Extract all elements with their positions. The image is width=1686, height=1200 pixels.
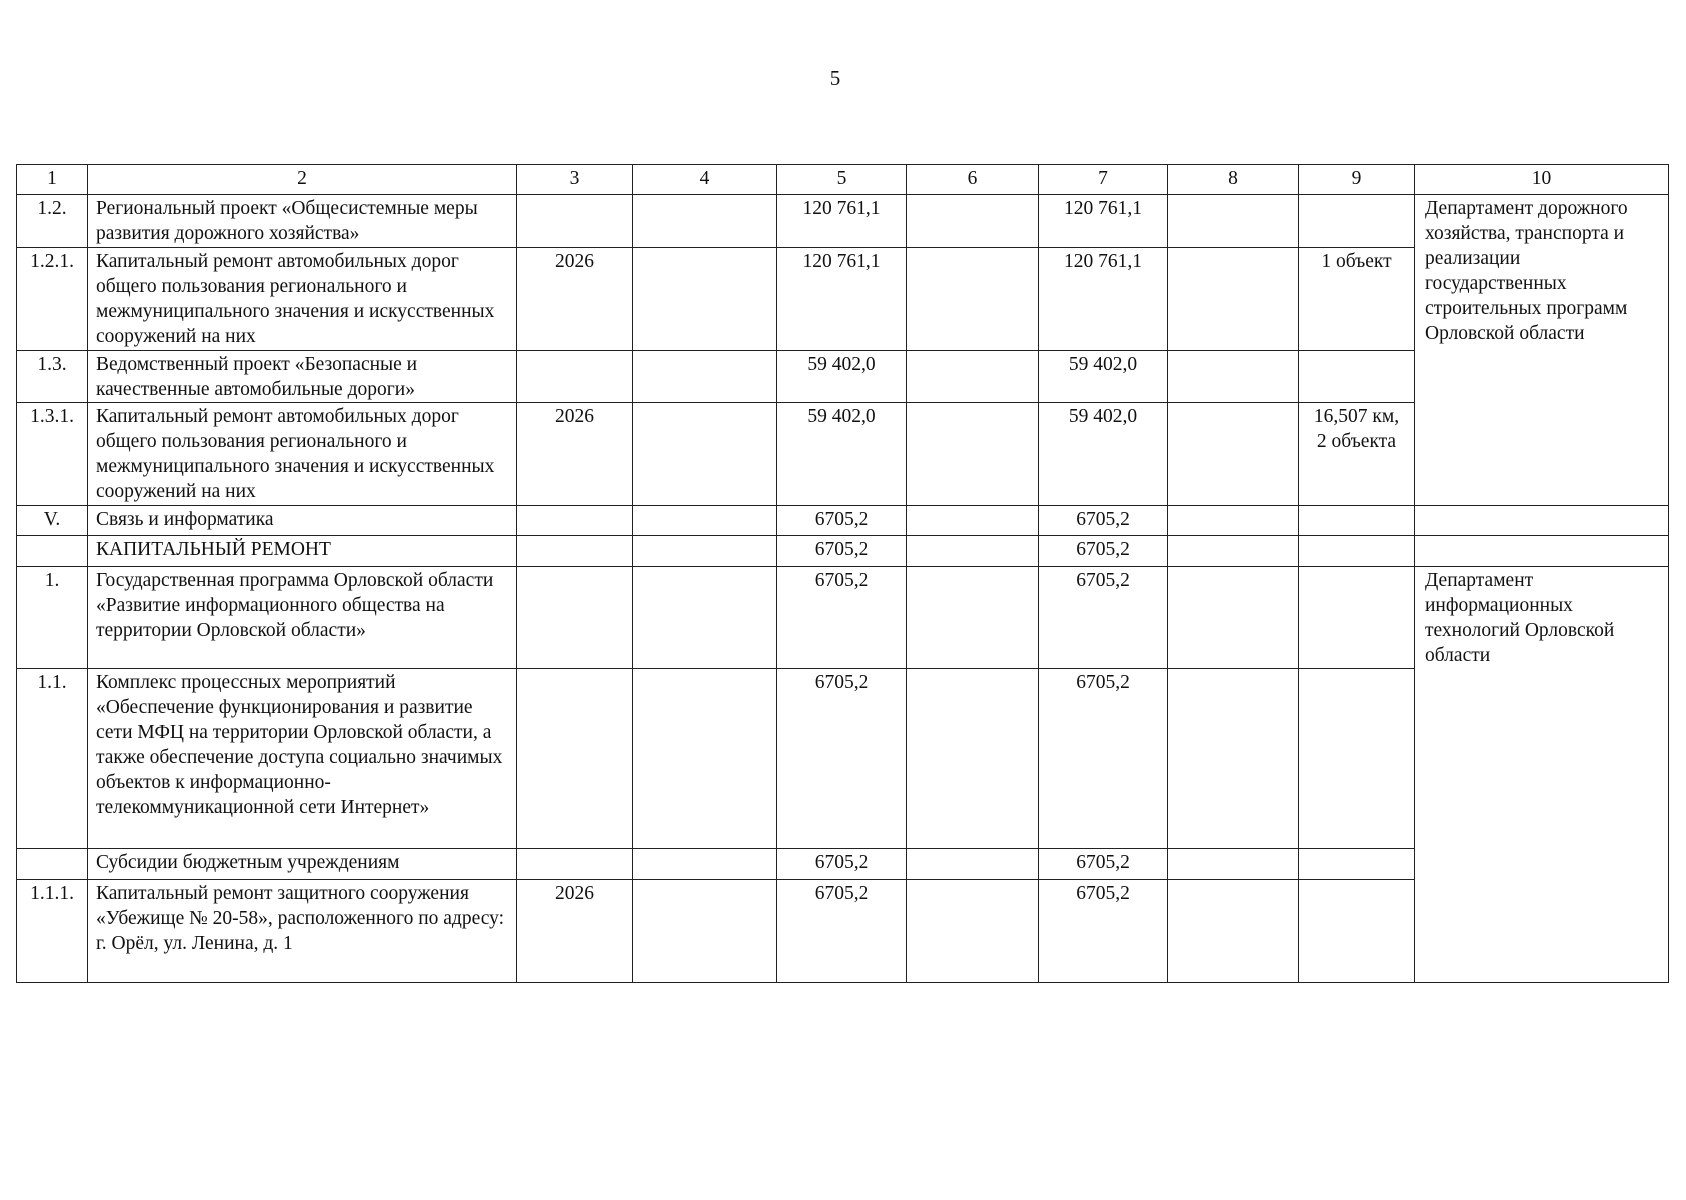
row-col7: 6705,2 [1039, 567, 1168, 669]
row-col5: 6705,2 [777, 567, 907, 669]
row-col4 [633, 880, 777, 983]
row-col8 [1168, 880, 1299, 983]
header-cell: 9 [1299, 165, 1415, 195]
row-col6 [907, 248, 1039, 351]
header-cell: 5 [777, 165, 907, 195]
row-name: Ведомственный проект «Безопасные и качественные автомобильные дороги» [88, 351, 517, 403]
row-col6 [907, 669, 1039, 849]
row-col7: 6705,2 [1039, 849, 1168, 880]
table-row [17, 195, 1669, 248]
row-col4 [633, 195, 777, 248]
table-row [17, 567, 1669, 669]
row-col6 [907, 536, 1039, 567]
row-col7: 59 402,0 [1039, 403, 1168, 506]
row-col9 [1299, 195, 1415, 248]
row-number: 1. [17, 567, 88, 669]
row-col6 [907, 403, 1039, 506]
row-col7: 6705,2 [1039, 880, 1168, 983]
row-year: 2026 [517, 880, 633, 983]
row-col4 [633, 536, 777, 567]
row-number: 1.2.1. [17, 248, 88, 351]
row-year [517, 351, 633, 403]
row-col8 [1168, 506, 1299, 536]
row-col5: 120 761,1 [777, 248, 907, 351]
row-col9: 16,507 км, 2 объекта [1299, 403, 1415, 506]
header-cell: 4 [633, 165, 777, 195]
row-col4 [633, 403, 777, 506]
header-cell: 8 [1168, 165, 1299, 195]
page-number: 5 [829, 66, 841, 90]
row-col7: 6705,2 [1039, 536, 1168, 567]
row-col9 [1299, 669, 1415, 849]
row-col6 [907, 351, 1039, 403]
row-col6 [907, 195, 1039, 248]
empty-cell [1415, 536, 1669, 567]
row-number: 1.1.1. [17, 880, 88, 983]
header-cell: 2 [88, 165, 517, 195]
row-col9 [1299, 849, 1415, 880]
row-number [17, 849, 88, 880]
row-col8 [1168, 403, 1299, 506]
row-col5: 6705,2 [777, 536, 907, 567]
row-number: 1.3. [17, 351, 88, 403]
row-year [517, 669, 633, 849]
row-col9 [1299, 880, 1415, 983]
row-year [517, 195, 633, 248]
row-col5: 6705,2 [777, 880, 907, 983]
row-col5: 6705,2 [777, 849, 907, 880]
row-col7: 6705,2 [1039, 669, 1168, 849]
row-col8 [1168, 669, 1299, 849]
row-year: 2026 [517, 248, 633, 351]
header-cell: 6 [907, 165, 1039, 195]
row-col7: 6705,2 [1039, 506, 1168, 536]
row-col7: 120 761,1 [1039, 248, 1168, 351]
row-number [17, 536, 88, 567]
header-cell: 10 [1415, 165, 1669, 195]
row-col6 [907, 880, 1039, 983]
header-cell: 7 [1039, 165, 1168, 195]
row-col4 [633, 248, 777, 351]
row-col9 [1299, 567, 1415, 669]
row-col9 [1299, 351, 1415, 403]
row-name: Государственная программа Орловской области «Развитие информационного общества на территории Орловской области» [88, 567, 517, 669]
row-col6 [907, 849, 1039, 880]
row-year [517, 849, 633, 880]
row-col4 [633, 506, 777, 536]
row-col8 [1168, 195, 1299, 248]
row-number: 1.3.1. [17, 403, 88, 506]
row-number: V. [17, 506, 88, 536]
header-cell: 1 [17, 165, 88, 195]
table-row [17, 536, 1669, 567]
row-col5: 6705,2 [777, 669, 907, 849]
row-number: 1.2. [17, 195, 88, 248]
row-col9 [1299, 536, 1415, 567]
row-name: КАПИТАЛЬНЫЙ РЕМОНТ [88, 536, 517, 567]
row-name: Комплекс процессных мероприятий «Обеспечение функционирования и развитие сети МФЦ на территории Орловской области, а также обеспечение доступа социально значимых объектов к информационно-телекоммуникационной сети Интернет» [88, 669, 517, 849]
empty-cell [1415, 506, 1669, 536]
row-name: Капитальный ремонт защитного сооружения «Убежище № 20-58», расположенного по адресу: г. Орёл, ул. Ленина, д. 1 [88, 880, 517, 983]
row-name: Связь и информатика [88, 506, 517, 536]
row-col8 [1168, 567, 1299, 669]
row-col8 [1168, 351, 1299, 403]
row-year: 2026 [517, 403, 633, 506]
row-name: Капитальный ремонт автомобильных дорог общего пользования регионального и межмуниципального значения и искусственных сооружений на них [88, 248, 517, 351]
row-col4 [633, 351, 777, 403]
row-col5: 59 402,0 [777, 351, 907, 403]
row-col6 [907, 506, 1039, 536]
row-col4 [633, 849, 777, 880]
row-year [517, 567, 633, 669]
header-row [17, 165, 1669, 195]
header-cell: 3 [517, 165, 633, 195]
row-col5: 59 402,0 [777, 403, 907, 506]
row-col9: 1 объект [1299, 248, 1415, 351]
row-col4 [633, 567, 777, 669]
row-year [517, 536, 633, 567]
row-col8 [1168, 248, 1299, 351]
row-col4 [633, 669, 777, 849]
responsible-road-department: Департамент дорожного хозяйства, транспорта и реализации государственных строительных программ Орловской области [1415, 195, 1669, 506]
budget-table [16, 164, 1669, 983]
row-col7: 59 402,0 [1039, 351, 1168, 403]
row-number: 1.1. [17, 669, 88, 849]
row-col8 [1168, 536, 1299, 567]
row-name: Субсидии бюджетным учреждениям [88, 849, 517, 880]
row-col7: 120 761,1 [1039, 195, 1168, 248]
row-col9 [1299, 506, 1415, 536]
row-col6 [907, 567, 1039, 669]
table-row [17, 506, 1669, 536]
row-col5: 120 761,1 [777, 195, 907, 248]
row-name: Капитальный ремонт автомобильных дорог общего пользования регионального и межмуниципального значения и искусственных сооружений на них [88, 403, 517, 506]
row-year [517, 506, 633, 536]
responsible-it-department: Департамент информационных технологий Орловской области [1415, 567, 1669, 983]
row-name: Региональный проект «Общесистемные меры развития дорожного хозяйства» [88, 195, 517, 248]
row-col8 [1168, 849, 1299, 880]
row-col5: 6705,2 [777, 506, 907, 536]
